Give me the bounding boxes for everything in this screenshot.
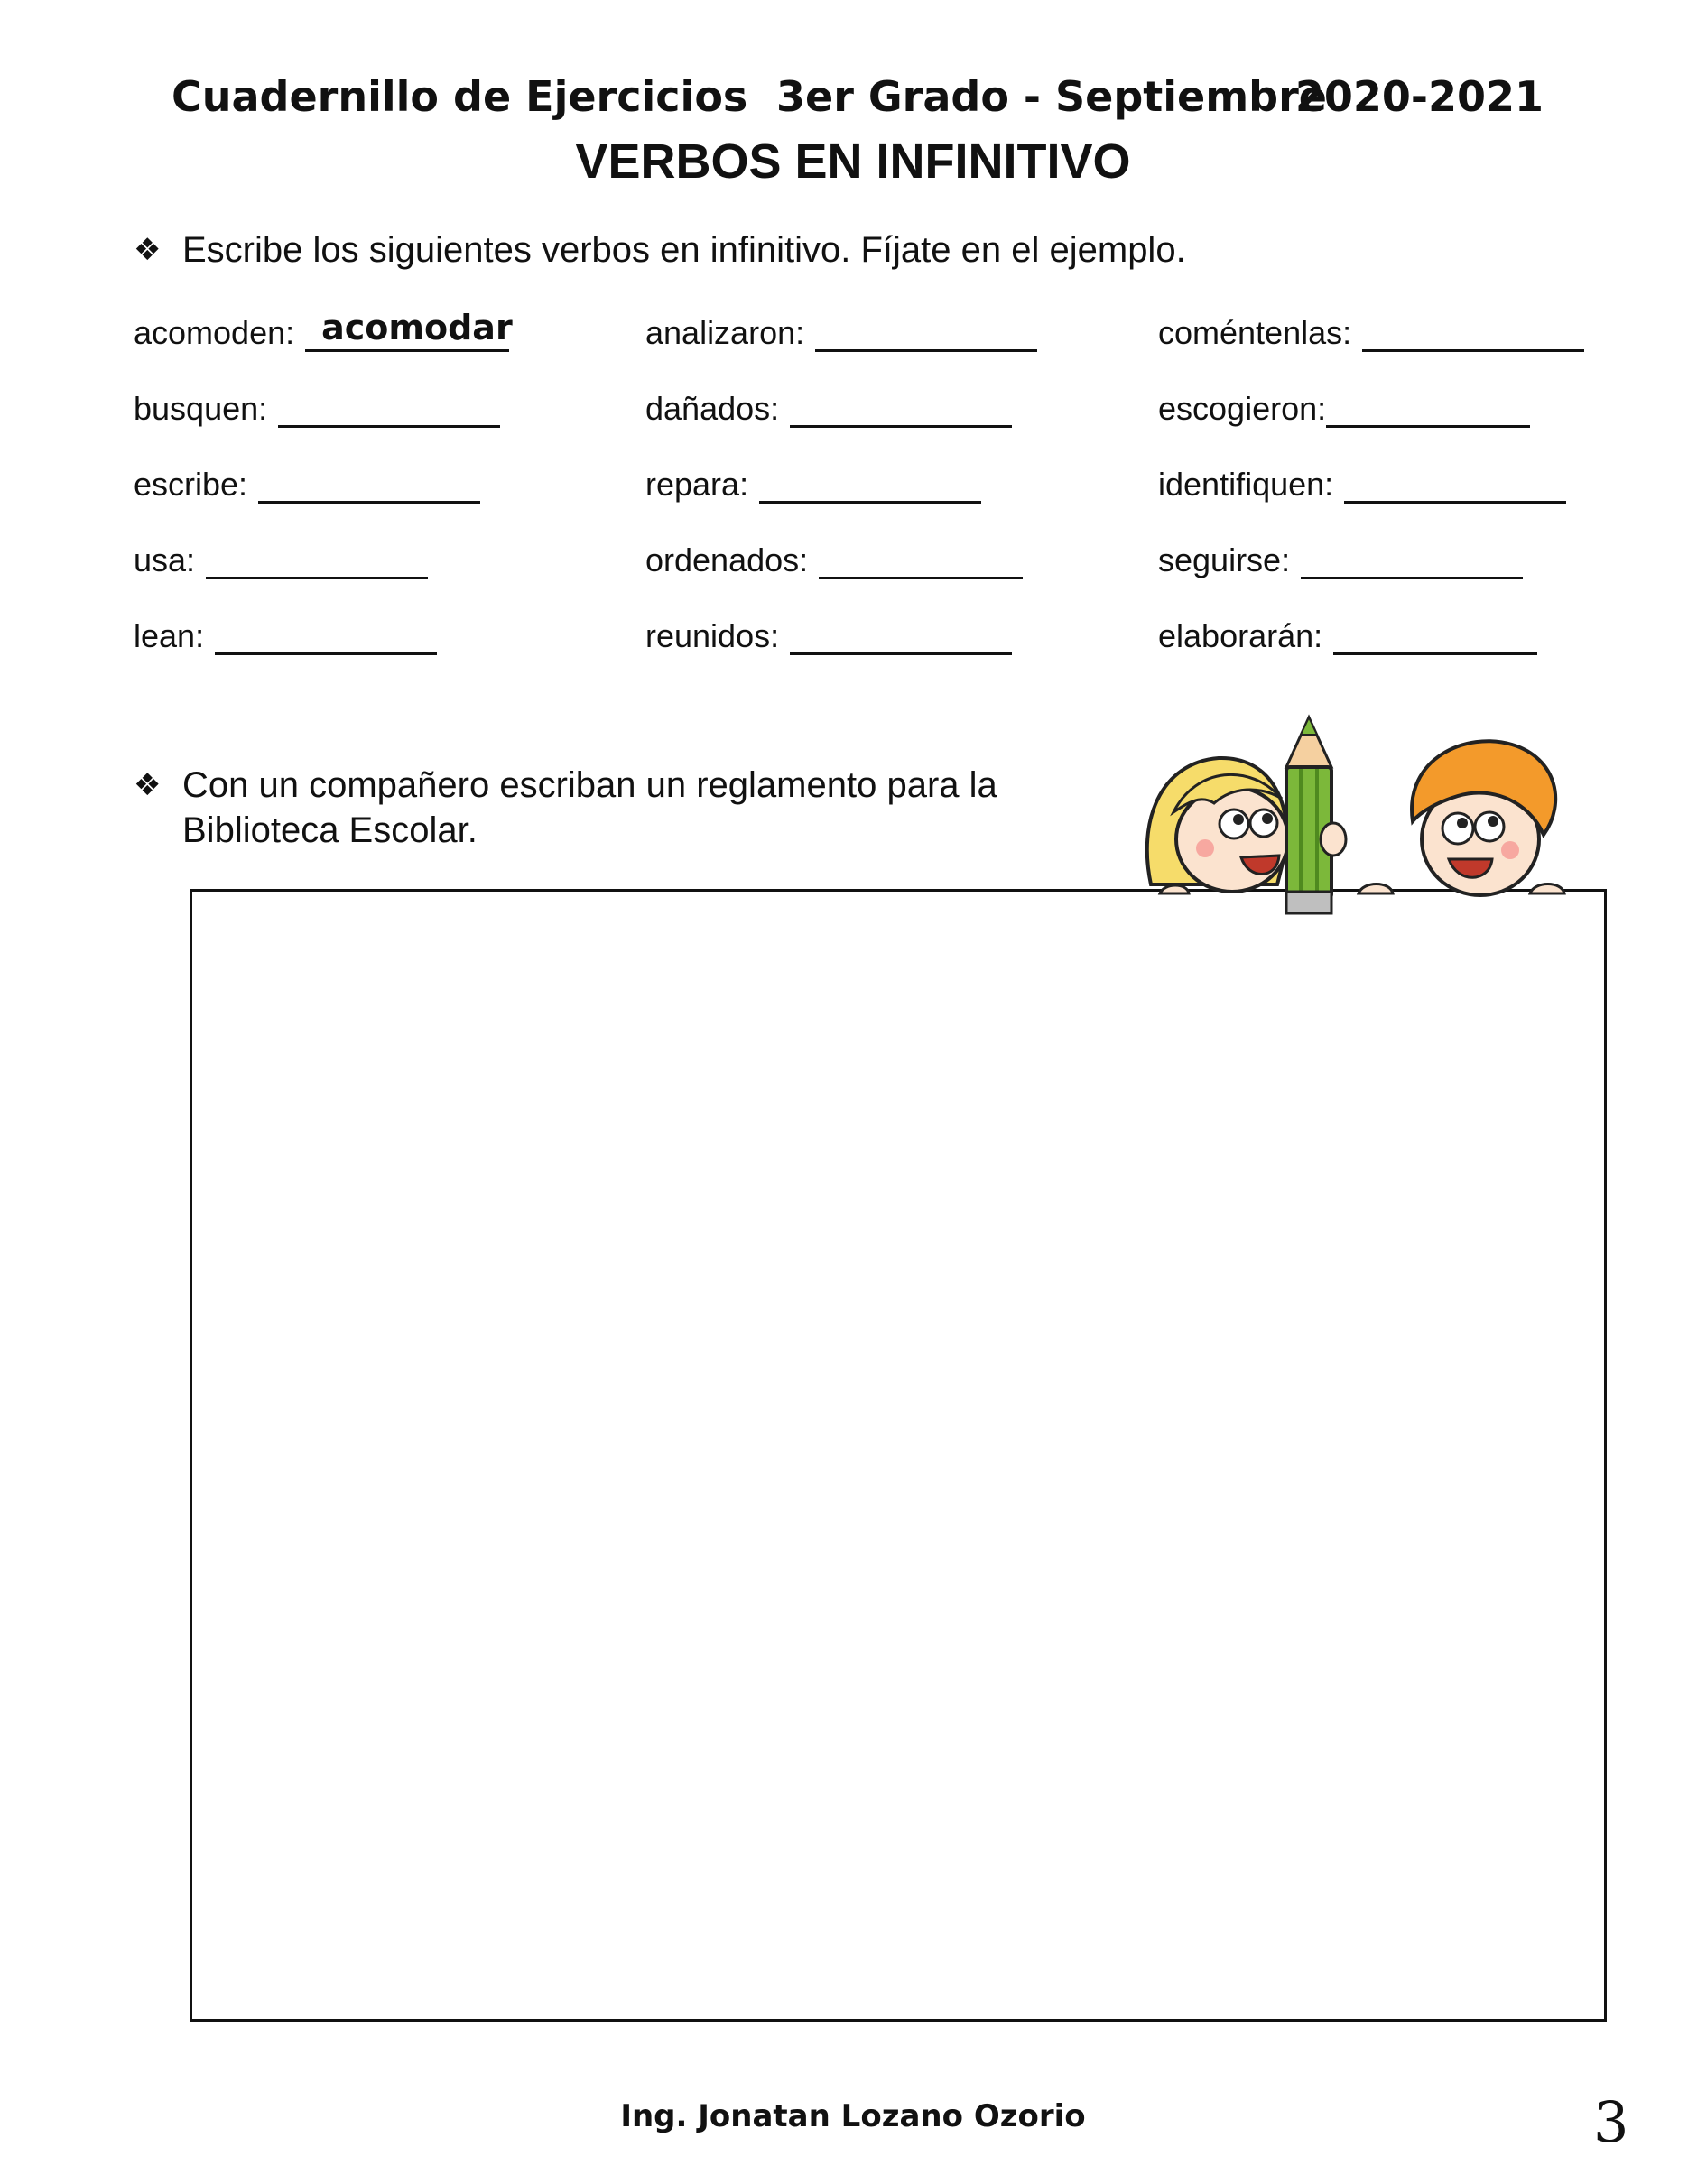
pencil-icon bbox=[1286, 717, 1346, 913]
instruction-2-text: Con un compañero escriban un reglamento para la Biblioteca Escolar. bbox=[182, 765, 997, 850]
answer-blank[interactable] bbox=[815, 310, 1037, 352]
answer-blank[interactable] bbox=[206, 537, 428, 579]
header-year: 2020-2021 bbox=[1294, 72, 1544, 121]
exercise-item bbox=[134, 383, 500, 428]
verb-label: lean: bbox=[134, 617, 205, 654]
footer-author: Ing. Jonatan Lozano Ozorio bbox=[620, 2098, 1086, 2134]
exercise-item bbox=[1158, 458, 1566, 504]
answer-blank[interactable] bbox=[305, 308, 513, 352]
answer-blank[interactable] bbox=[1301, 537, 1523, 579]
exercise-item bbox=[134, 610, 437, 655]
exercise-item bbox=[134, 307, 513, 352]
verb-label: analizaron: bbox=[645, 314, 805, 351]
answer-blank[interactable] bbox=[1344, 461, 1566, 504]
verb-label: reunidos: bbox=[645, 617, 780, 654]
verb-label: escribe: bbox=[134, 466, 248, 503]
exercise-row bbox=[134, 383, 1614, 458]
answer-blank[interactable] bbox=[258, 461, 480, 504]
children-with-pencil-illustration bbox=[1133, 713, 1584, 921]
verb-label: elaborarán: bbox=[1158, 617, 1323, 654]
answer-blank[interactable] bbox=[278, 385, 500, 428]
page-title: VERBOS EN INFINITIVO bbox=[575, 134, 1131, 189]
exercise-item bbox=[645, 307, 1037, 352]
exercise-item bbox=[134, 534, 428, 579]
header-grade: 3er Grado - Septiembre bbox=[776, 72, 1327, 121]
verb-label: usa: bbox=[134, 541, 196, 578]
exercise-item bbox=[134, 458, 480, 504]
example-answer: acomodar bbox=[321, 308, 513, 347]
exercise-item bbox=[1158, 307, 1584, 352]
exercise-row bbox=[134, 458, 1614, 534]
verb-exercise-grid bbox=[134, 307, 1614, 686]
verb-label: busquen: bbox=[134, 390, 268, 427]
verb-label: identifiquen: bbox=[1158, 466, 1334, 503]
verb-label: dañados: bbox=[645, 390, 780, 427]
instruction-1 bbox=[134, 227, 1488, 282]
exercise-item bbox=[1158, 534, 1523, 579]
exercise-row bbox=[134, 534, 1614, 610]
answer-blank[interactable] bbox=[759, 461, 981, 504]
verb-label: escogieron: bbox=[1158, 390, 1327, 427]
instruction-2 bbox=[134, 763, 1127, 862]
answer-blank[interactable] bbox=[1362, 310, 1584, 352]
exercise-row bbox=[134, 610, 1614, 686]
writing-area[interactable] bbox=[190, 889, 1607, 2022]
boy-icon bbox=[1359, 741, 1564, 895]
answer-blank[interactable] bbox=[1333, 613, 1537, 655]
answer-blank[interactable] bbox=[790, 613, 1012, 655]
verb-label: acomoden: bbox=[134, 314, 295, 351]
verb-label: repara: bbox=[645, 466, 749, 503]
verb-label: ordenados: bbox=[645, 541, 809, 578]
header bbox=[172, 72, 1544, 135]
diamond-bullet-icon: ❖ bbox=[134, 232, 162, 268]
header-title: Cuadernillo de Ejercicios bbox=[172, 72, 748, 121]
exercise-item bbox=[645, 383, 1012, 428]
diamond-bullet-icon: ❖ bbox=[134, 767, 162, 803]
page-number: 3 bbox=[1593, 2089, 1629, 2155]
exercise-item bbox=[1158, 610, 1537, 655]
answer-blank[interactable] bbox=[819, 537, 1023, 579]
answer-blank[interactable] bbox=[215, 613, 437, 655]
verb-label: coméntenlas: bbox=[1158, 314, 1352, 351]
exercise-row bbox=[134, 307, 1614, 383]
instruction-1-text: Escribe los siguientes verbos en infinitivo. Fíjate en el ejemplo. bbox=[182, 230, 1186, 270]
exercise-item bbox=[645, 458, 981, 504]
exercise-item bbox=[645, 610, 1012, 655]
answer-blank[interactable] bbox=[790, 385, 1012, 428]
verb-label: seguirse: bbox=[1158, 541, 1291, 578]
girl-icon bbox=[1147, 758, 1288, 893]
exercise-item bbox=[645, 534, 1023, 579]
exercise-item bbox=[1158, 383, 1530, 428]
answer-blank[interactable] bbox=[1326, 385, 1530, 428]
